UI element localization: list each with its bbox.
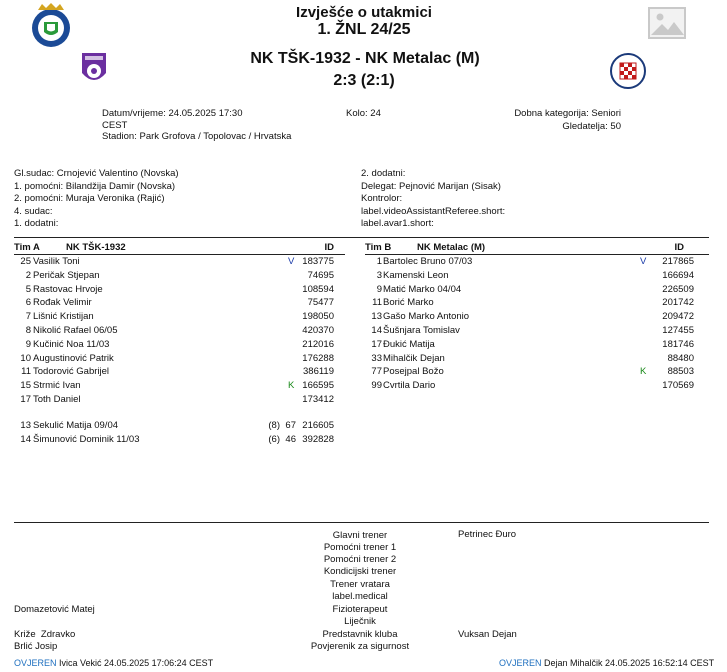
sub-number: 14 xyxy=(20,433,31,445)
player-name: Kamenski Leon xyxy=(383,269,449,281)
player-number: 77 xyxy=(371,366,382,378)
team-b-header-line xyxy=(365,254,709,255)
match-stadium: Stadion: Park Grofova / Topolovac / Hrvatska xyxy=(102,131,292,142)
player-name: Lišnić Kristijan xyxy=(33,311,94,323)
player-id: 226509 xyxy=(662,283,694,295)
player-id: 212016 xyxy=(302,338,334,350)
player-number: 15 xyxy=(20,380,31,392)
player-id: 420370 xyxy=(302,325,334,336)
footer-left-verification xyxy=(14,659,213,668)
player-id: 108594 xyxy=(302,283,334,295)
player-number: 11 xyxy=(372,297,382,309)
player-id: 127455 xyxy=(662,325,694,336)
team-a-name: NK TŠK-1932 xyxy=(66,242,126,253)
player-id: 166595 xyxy=(302,380,334,392)
player-id: 88480 xyxy=(667,352,694,364)
player-number: 99 xyxy=(371,380,382,392)
player-name: Gašo Marko Antonio xyxy=(383,311,470,323)
verified-status: OVJEREN xyxy=(14,658,57,668)
player-name: Posejpal Božo xyxy=(383,366,444,378)
team-a-id-header: ID xyxy=(324,242,334,253)
player-number: 9 xyxy=(376,283,382,295)
player-number: 17 xyxy=(371,338,382,350)
player-name: Rastovac Hrvoje xyxy=(33,283,103,295)
official-assistant-2: 2. pomoćni: Muraja Veronika (Rajić) xyxy=(14,193,165,204)
verified-by: Dejan Mihalčik 24.05.2025 16:52:14 CEST xyxy=(544,658,715,668)
sub-minute: 46 xyxy=(285,433,296,445)
player-number: 6 xyxy=(25,297,31,309)
player-name: Toth Daniel xyxy=(33,394,81,405)
player-name: Borić Marko xyxy=(383,297,434,309)
player-id: 386119 xyxy=(303,366,334,378)
sub-replaced-number: (8) xyxy=(268,420,280,431)
team-b-representative: Vuksan Dejan xyxy=(458,629,517,640)
player-id: 217865 xyxy=(662,256,694,267)
player-name: Vasilik Toni xyxy=(33,256,80,267)
team-a-header-line xyxy=(14,254,345,255)
official-avar: label.avar1.short: xyxy=(361,218,434,229)
player-name: Todorović Gabrijel xyxy=(33,366,110,378)
player-name: Cvrtila Dario xyxy=(383,380,436,392)
staff-role: Glavni trener xyxy=(332,530,388,541)
player-id: 75477 xyxy=(307,297,334,309)
player-number: 9 xyxy=(25,338,31,350)
team-a-label: Tim A xyxy=(14,242,40,253)
captain-mark: K xyxy=(640,366,647,378)
player-id: 166694 xyxy=(662,269,694,281)
divider-line xyxy=(14,237,709,238)
player-number: 17 xyxy=(20,394,31,405)
staff-role: Trener vratara xyxy=(330,579,390,590)
sub-name: Sekulić Matija 09/04 xyxy=(33,420,119,431)
sub-id: 392828 xyxy=(302,433,334,445)
match-title: NK TŠK-1932 - NK Metalac (M) xyxy=(250,50,480,67)
staff-role: Pomoćni trener 2 xyxy=(323,554,397,565)
team-a-security: Brlić Josip xyxy=(14,641,58,652)
captain-mark: K xyxy=(288,380,295,392)
player-number: 2 xyxy=(25,269,31,281)
match-datetime: Datum/vrijeme: 24.05.2025 17:30 xyxy=(102,108,243,119)
player-number: 1 xyxy=(376,256,382,267)
official-additional-2: 2. dodatni: xyxy=(361,168,406,179)
team-b-head-coach: Petrinec Đuro xyxy=(458,529,517,540)
team-b-id-header: ID xyxy=(674,242,684,253)
official-fourth: 4. sudac: xyxy=(14,206,53,217)
sub-number: 13 xyxy=(20,420,31,431)
official-assistant-1: 1. pomoćni: Bilandžija Damir (Novska) xyxy=(14,181,176,192)
age-category: Dobna kategorija: Seniori xyxy=(514,108,621,119)
sub-id: 216605 xyxy=(302,420,334,431)
player-name: Bartolec Bruno 07/03 xyxy=(383,256,473,267)
player-name: Mihalčik Dejan xyxy=(383,352,445,364)
match-round: Kolo: 24 xyxy=(346,108,381,119)
player-name: Kučinić Noa 11/03 xyxy=(33,338,110,350)
match-timezone: CEST xyxy=(102,120,128,131)
player-id: 201742 xyxy=(662,297,694,309)
team-a-physio: Domazetović Matej xyxy=(14,604,95,615)
sub-replaced-number: (6) xyxy=(268,433,280,445)
player-name: Matić Marko 04/04 xyxy=(383,283,462,295)
goalkeeper-mark: V xyxy=(640,256,647,267)
player-number: 33 xyxy=(371,352,382,364)
player-id: 176288 xyxy=(302,352,334,364)
official-controller: Kontrolor: xyxy=(361,193,403,204)
verified-by: Ivica Vekić 24.05.2025 17:06:24 CEST xyxy=(59,658,214,668)
goalkeeper-mark: V xyxy=(288,256,295,267)
player-id: 74695 xyxy=(307,269,334,281)
player-number: 25 xyxy=(20,256,31,267)
player-number: 3 xyxy=(376,269,382,281)
player-id: 170569 xyxy=(662,380,694,392)
player-id: 173412 xyxy=(302,394,334,405)
competition-title: 1. ŽNL 24/25 xyxy=(317,21,411,38)
team-a-representative: Križe Zdravko xyxy=(14,629,76,640)
player-id: 209472 xyxy=(662,311,694,323)
player-name: Đukić Matija xyxy=(383,338,435,350)
player-number: 11 xyxy=(21,366,31,378)
match-score: 2:3 (2:1) xyxy=(333,72,395,89)
official-delegate: Delegat: Pejnović Marijan (Sisak) xyxy=(361,181,501,192)
player-id: 181746 xyxy=(662,338,694,350)
staff-role: Kondicijski trener xyxy=(323,566,397,577)
staff-role: Povjerenik za sigurnost xyxy=(310,641,410,652)
staff-role: Fizioterapeut xyxy=(332,604,388,615)
player-id: 183775 xyxy=(302,256,334,267)
staff-role: label.medical xyxy=(332,591,388,602)
player-number: 5 xyxy=(25,283,31,295)
player-number: 8 xyxy=(25,325,31,336)
staff-divider-line xyxy=(14,522,709,523)
staff-role: Liječnik xyxy=(344,616,376,627)
player-number: 10 xyxy=(20,352,31,364)
sub-name: Šimunović Dominik 11/03 xyxy=(33,433,140,445)
team-b-label: Tim B xyxy=(365,242,392,253)
team-b-name: NK Metalac (M) xyxy=(417,242,486,253)
sub-minute: 67 xyxy=(285,420,296,431)
player-name: Nikolić Rafael 06/05 xyxy=(33,325,118,336)
official-additional-1: 1. dodatni: xyxy=(14,218,59,229)
player-name: Peričak Stjepan xyxy=(33,269,100,281)
player-id: 198050 xyxy=(302,311,334,323)
image-placeholder-icon xyxy=(648,7,686,39)
player-name: Augustinović Patrik xyxy=(33,352,114,364)
player-name: Rođak Velimir xyxy=(33,297,92,309)
player-number: 14 xyxy=(371,325,382,336)
player-name: Strmić Ivan xyxy=(33,380,81,392)
report-title: Izvješće o utakmici xyxy=(296,4,432,21)
home-club-logo-icon xyxy=(80,51,108,87)
player-number: 13 xyxy=(371,311,382,323)
official-referee: Gl.sudac: Crnojević Valentino (Novska) xyxy=(14,168,179,179)
footer-right-verification xyxy=(499,659,714,668)
player-number: 7 xyxy=(25,311,31,323)
spectators: Gledatelja: 50 xyxy=(562,121,621,132)
player-name: Šušnjara Tomislav xyxy=(383,325,460,336)
away-club-logo-icon xyxy=(608,52,648,90)
county-crest-icon xyxy=(30,2,72,50)
staff-role: Pomoćni trener 1 xyxy=(323,542,397,553)
player-id: 88503 xyxy=(667,366,694,378)
official-var: label.videoAssistantReferee.short: xyxy=(361,206,506,217)
staff-role: Predstavnik kluba xyxy=(322,629,398,640)
verified-status: OVJEREN xyxy=(499,658,542,668)
